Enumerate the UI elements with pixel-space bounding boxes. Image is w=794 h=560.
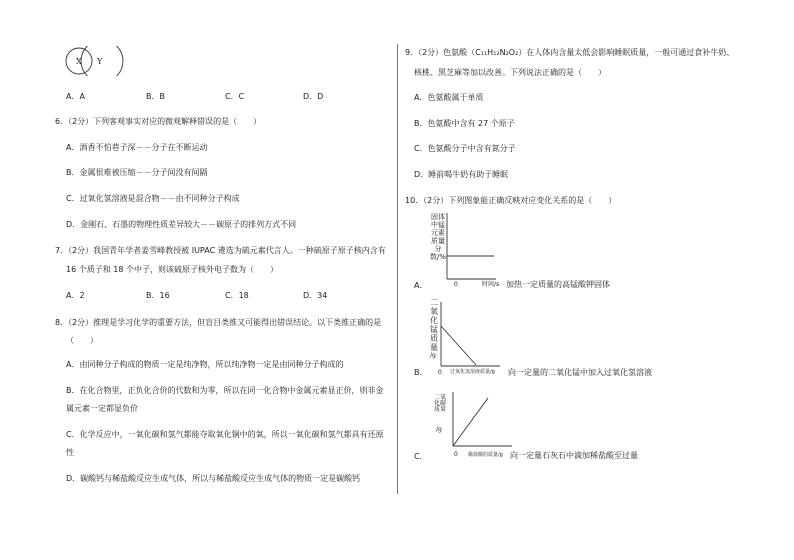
graph-a-origin: 0: [454, 281, 458, 288]
graph-b-yunit: /g: [430, 352, 436, 359]
column-divider: [397, 44, 398, 494]
graph-c-xlabel: 稀盐酸的质量/g: [468, 452, 503, 458]
q5-option-b: B．B: [146, 92, 165, 101]
q9-option-a: A．色氨酸属于单质: [414, 93, 484, 102]
q9-stem-line2: 核桃、黑芝麻等加以改善。下列说法正确的是（ ）: [414, 68, 606, 77]
q7-stem-line2: 16 个质子和 18 个中子，则该硫原子核外电子数为（ ）: [66, 265, 278, 274]
q8-option-c-line2: 性: [66, 448, 74, 457]
graph-c-curve: [453, 398, 488, 446]
q6-option-b: B．金属很难被压缩－－分子间没有间隔: [66, 168, 208, 177]
q6-option-a: A．酒香不怕巷子深－－分子在不断运动: [66, 143, 208, 152]
venn-label-y: Y: [97, 57, 103, 66]
graph-a-xlabel: 时间/s: [482, 281, 500, 288]
q8-option-c-line1: C．化学反应中，一氧化碳和氢气都能夺取氧化铜中的氧，所以一氧化碳和氢气都具有还原: [66, 430, 384, 439]
q8-option-a: A．由同种分子构成的物质一定是纯净物，所以纯净物一定是由同种分子构成的: [66, 360, 344, 369]
q8-option-d: D．碳酸钙与稀盐酸反应生成气体，所以与稀盐酸反应生成气体的物质一定是碳酸钙: [66, 474, 361, 483]
q9-option-b: B．色氨酸中含有 27 个原子: [414, 119, 515, 128]
graph-c-letter: C．: [414, 452, 428, 461]
venn-label-x: X: [76, 57, 82, 66]
q10-stem: 10．（2分）下列图象能正确反映对应变化关系的是（ ）: [405, 196, 617, 205]
graph-b-curve: [441, 326, 476, 365]
graph-a-caption: 加热一定质量的高锰酸钾固体: [506, 280, 610, 289]
q9-option-d: D．睡前喝牛奶有助于睡眠: [414, 170, 509, 179]
graph-b: [440, 302, 500, 368]
q9-stem-line1: 9．（2分）色氨酸（C₁₁H₁₂N₂O₂）在人体内含量太低会影响睡眠质量，一般可通过食补牛奶、: [405, 48, 735, 57]
q6-option-c: C．过氧化氢溶液是混合物－－由不同种分子构成: [66, 194, 240, 203]
graph-a-letter: A．: [414, 281, 428, 290]
graph-c-origin: 0: [454, 451, 458, 458]
q8-stem-line2: （ ）: [66, 336, 98, 345]
q7-option-d: D．34: [303, 291, 328, 300]
q6-option-d: D．金刚石、石墨的物理性质差异较大－－碳原子的排列方式不同: [66, 220, 297, 229]
q7-option-a: A．2: [66, 291, 85, 300]
q5-option-c: C．C: [225, 92, 245, 101]
graph-a: [446, 213, 496, 281]
graph-b-letter: B．: [414, 368, 428, 377]
q7-option-b: B．16: [146, 291, 170, 300]
graph-a-ylabel: 固体中锰元素质量分数/%: [430, 213, 447, 261]
q8-stem-line1: 8．（2分）推理是学习化学的重要方法，但盲目类推又可能得出错误结论。以下类推正确的是: [55, 318, 382, 327]
q8-option-b-line2: 属元素一定都显负价: [66, 404, 138, 413]
q6-stem: 6．（2分）下列客观事实对应的微观解释错误的是（ ）: [55, 117, 262, 126]
graph-b-caption: 向一定量的二氧化锰中加入过氧化氢溶液: [508, 368, 652, 377]
q5-option-a: A．A: [66, 92, 85, 101]
q5-option-d: D．D: [303, 92, 324, 101]
graph-c: [452, 392, 512, 448]
venn-diagram: [62, 46, 126, 76]
q9-option-c: C．色氨酸分子中含有氮分子: [414, 144, 516, 153]
q8-option-b-line1: B．在化合物里，正负化合价的代数和为零，所以在同一化合物中金属元素显正价，则非金: [66, 386, 384, 395]
graph-b-xlabel: 过氧化氢溶液质量/g: [450, 369, 495, 375]
graph-b-origin: 0: [438, 369, 442, 376]
q7-option-c: C．18: [225, 291, 249, 300]
graph-c-caption: 向一定量石灰石中滴加稀盐酸至过量: [510, 451, 638, 460]
graph-c-yunit: /g: [436, 426, 442, 433]
graph-b-ylabel: 二氧化锰质量: [430, 298, 438, 352]
graph-c-ylabel: 二氧化碳质量: [434, 394, 447, 413]
q7-stem-line1: 7．（2分）我国青年学者姜雪峰教授被 IUPAC 遴选为硫元素代言人。一种硫原子原子核内含有: [55, 246, 386, 255]
